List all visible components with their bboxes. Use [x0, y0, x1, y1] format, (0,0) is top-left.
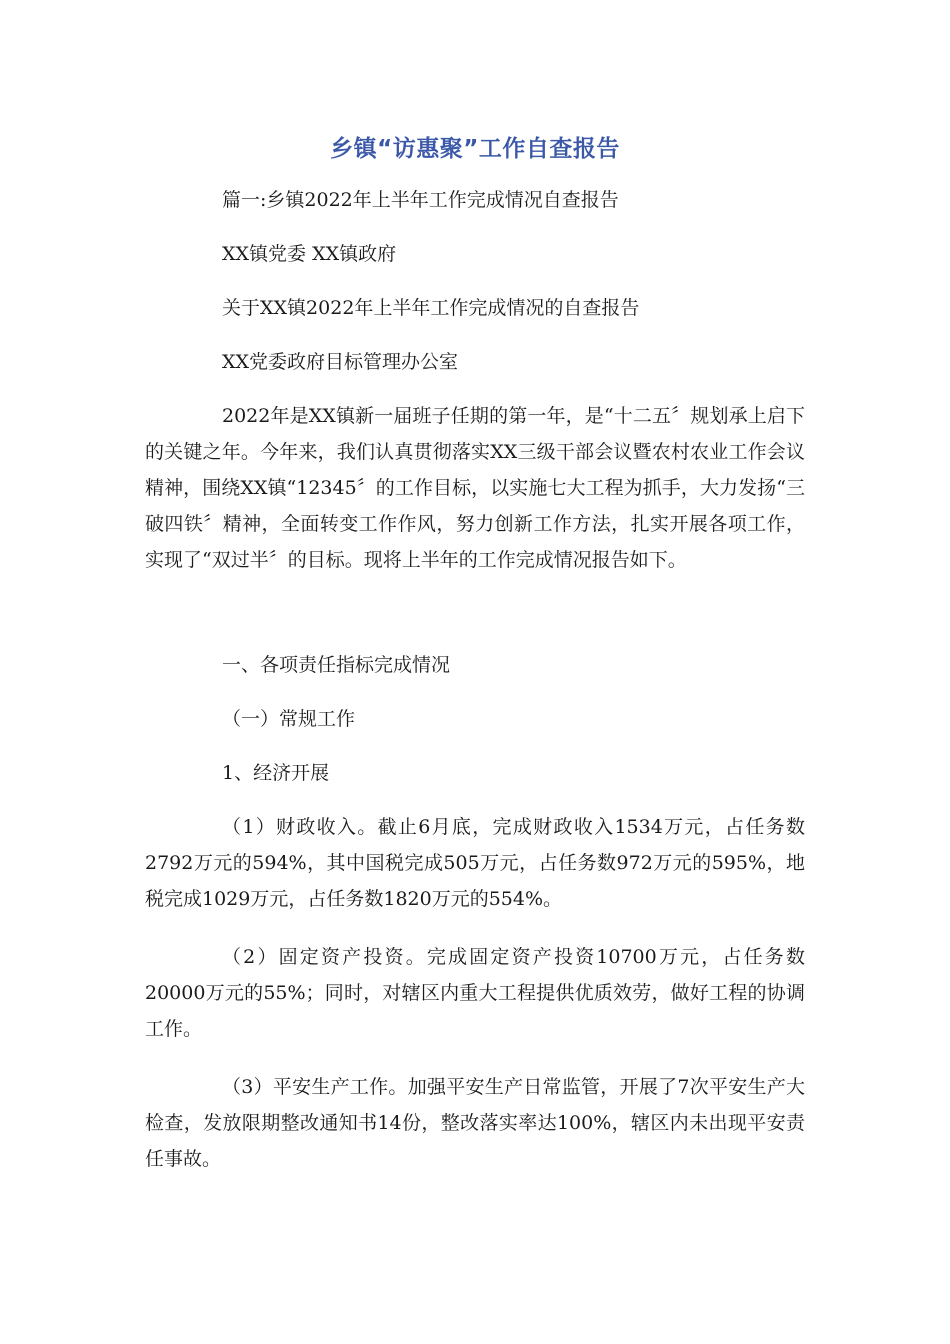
finance-paragraph: （1）财政收入。截止6月底，完成财政收入1534万元，占任务数2792万元的594%，其中国税完成505万元，占任务数972万元的595%，地税完成1029万元，占任务数1820万元的554%。: [145, 816, 805, 910]
issuer-line: XX镇党委 XX镇政府: [222, 243, 397, 265]
item-heading: 1、经济开展: [222, 762, 330, 784]
investment-paragraph: （2）固定资产投资。完成固定资产投资10700万元，占任务数20000万元的55%；同时，对辖区内重大工程提供优质效劳，做好工程的协调工作。: [145, 946, 805, 1040]
recipient-line: XX党委政府目标管理办公室: [222, 351, 459, 373]
section-heading: 一、各项责任指标完成情况: [222, 654, 451, 676]
document-title: 乡镇“访惠聚”工作自查报告: [330, 136, 620, 162]
subsection-heading: （一）常规工作: [222, 708, 356, 730]
chapter-heading: 篇一:乡镇2022年上半年工作完成情况自查报告: [222, 189, 619, 211]
report-subject: 关于XX镇2022年上半年工作完成情况的自查报告: [222, 297, 640, 319]
safety-paragraph: （3）平安生产工作。加强平安生产日常监管，开展了7次平安生产大检查，发放限期整改通知书14份，整改落实率达100%，辖区内未出现平安责任事故。: [145, 1076, 805, 1170]
intro-paragraph: 2022年是XX镇新一届班子任期的第一年，是“十二五〞规划承上启下的关键之年。今年来，我们认真贯彻落实XX三级干部会议暨农村农业工作会议精神，围绕XX镇“12345〞的工作目标，以实施七大工程为抓手，大力发扬“三破四铁〞精神，全面转变工作作风，努力创新工作方法，扎实开展各项工作，实现了“双过半〞的目标。现将上半年的工作完成情况报告如下。: [145, 405, 805, 571]
